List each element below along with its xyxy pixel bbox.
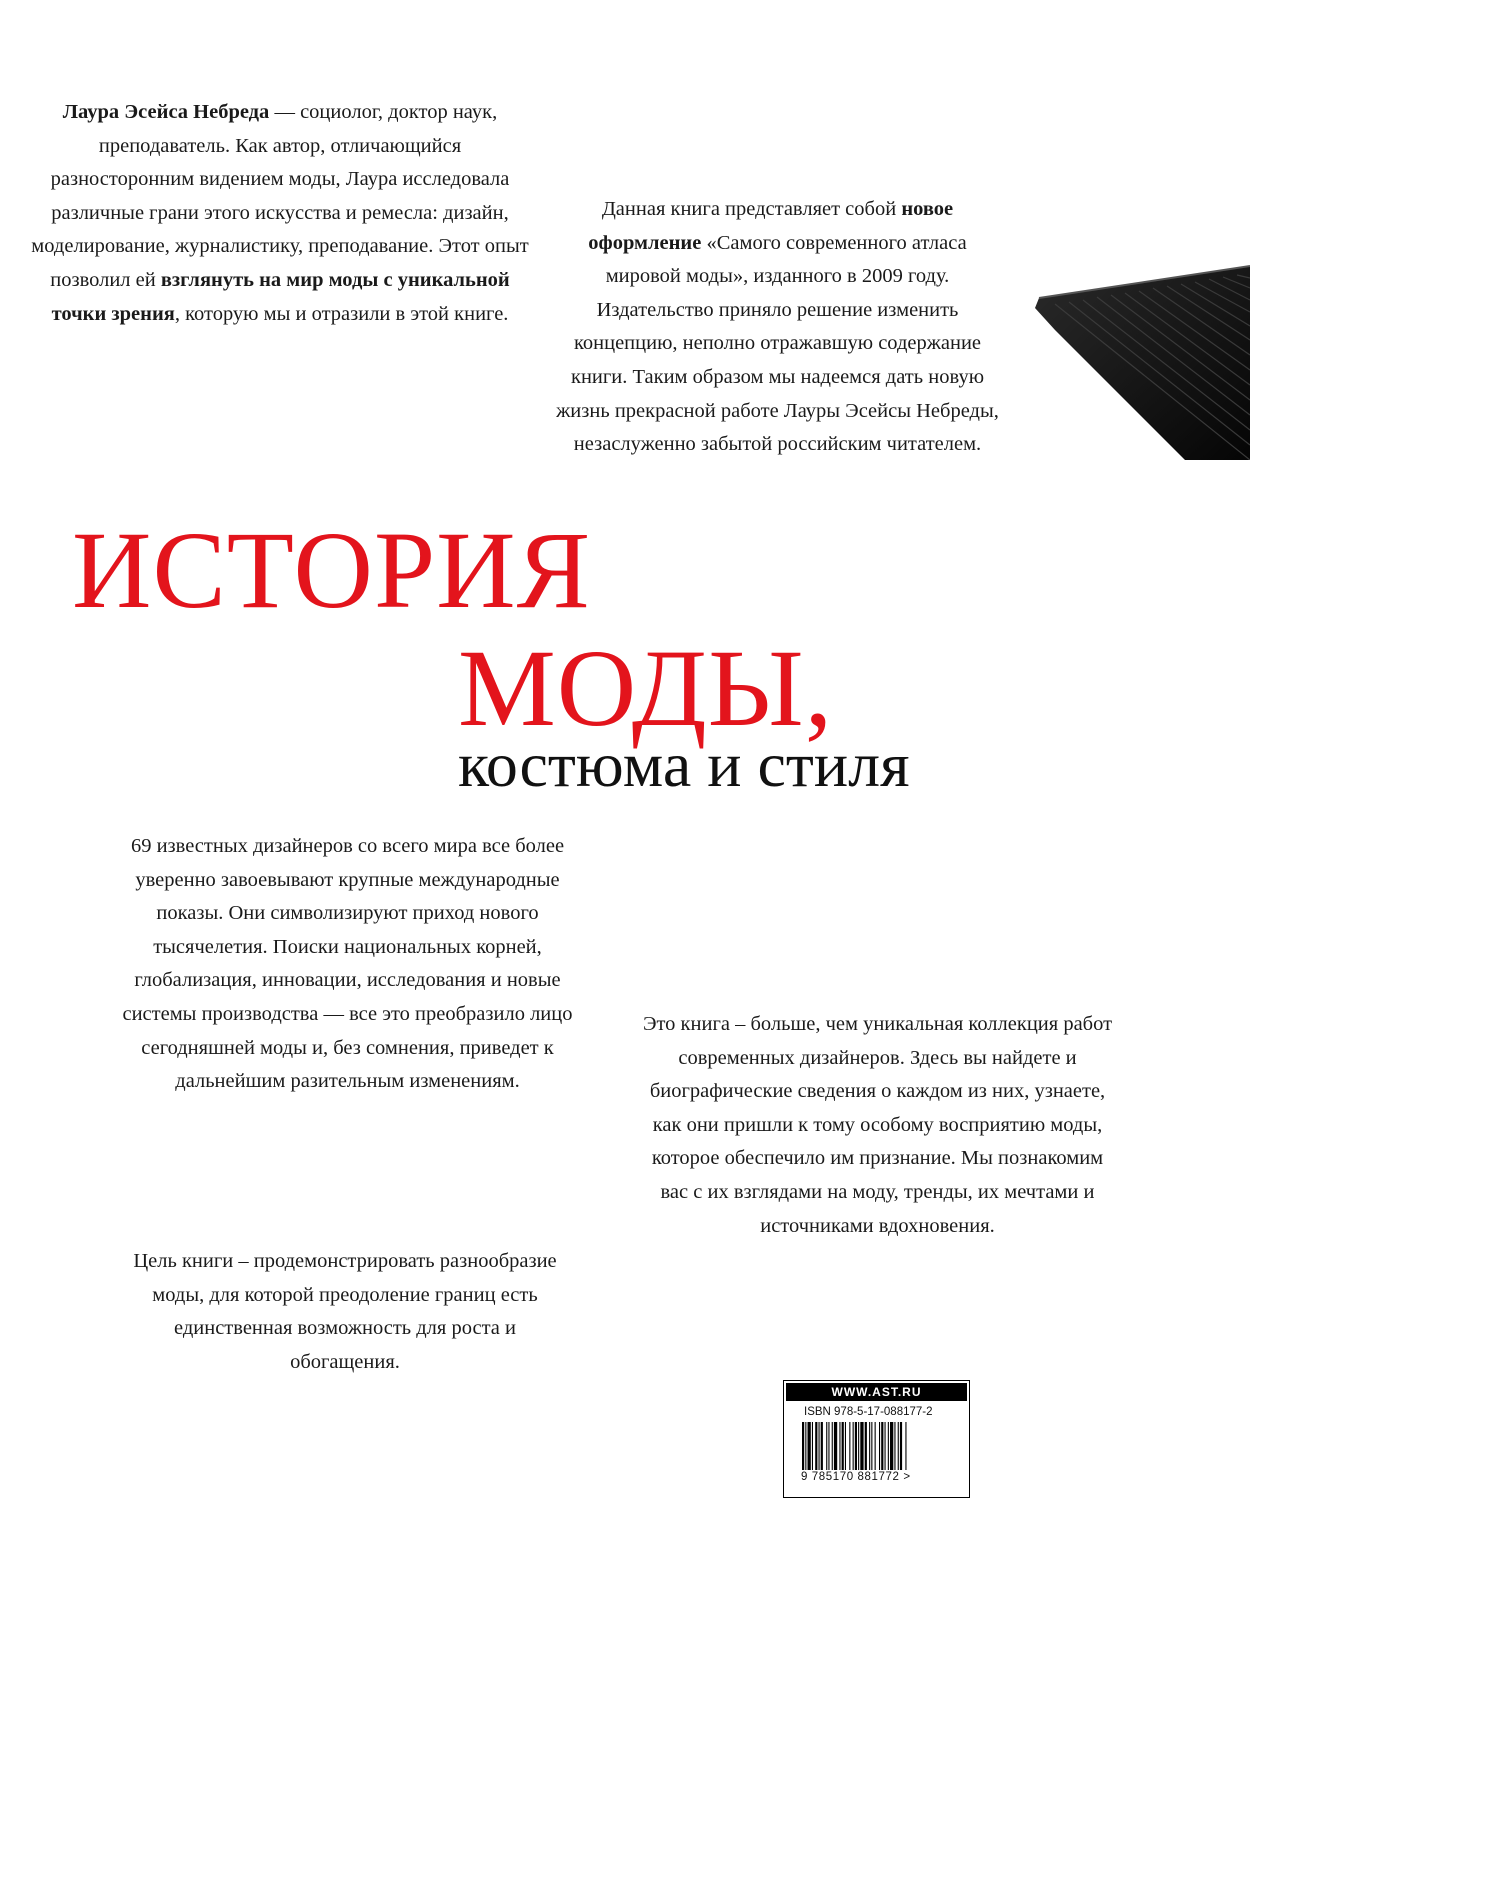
title-line-2: МОДЫ, (458, 627, 834, 749)
barcode-bar (802, 1422, 804, 1470)
edition-paragraph (555, 193, 1000, 462)
barcode-bar (805, 1422, 806, 1470)
barcode-bar (905, 1422, 906, 1470)
book-description-paragraph: Это книга – больше, чем уникальная коллекция работ современных дизайнеров. Здесь вы найдете и биографические сведения о каждом из них, узнаете, как они пришли к тому особому восприятию моды, которое обеспечило им признание. Мы познакомим вас с их взглядами на моду, тренды, их мечтами и источниками вдохновения. (642, 1013, 1113, 1237)
edition-text-1: Данная книга представляет собой (601, 198, 902, 220)
author-bold-phrase: взглянуть на мир моды с уникальной точки зрения (51, 268, 510, 325)
barcode-bar (865, 1422, 867, 1470)
barcode-image (800, 1422, 950, 1470)
barcode-bar (821, 1422, 823, 1470)
barcode-bar (815, 1422, 817, 1470)
designers-paragraph: 69 известных дизайнеров со всего мира все более уверенно завоевывают крупные международные показы. Они символизируют приход нового тысячелетия. Поиски национальных корней, глобализация, инновации, исследования и новые системы производства — все это преобразило лицо сегодняшней моды и, без сомнения, приведет к дальнейшим разительным изменениям. (122, 835, 573, 1093)
barcode-bar (828, 1422, 829, 1470)
barcode-bar (888, 1422, 889, 1470)
website-label: WWW.AST.RU (786, 1383, 967, 1401)
title-line-1: ИСТОРИЯ (72, 509, 591, 631)
barcode-bar (819, 1422, 820, 1470)
barcode-bar (832, 1422, 833, 1470)
goal-paragraph: Цель книги – продемонстрировать разнообразие моды, для которой преодоление границ есть единственная возможность для роста и обогащения. (133, 1250, 557, 1373)
barcode-bar (869, 1422, 870, 1470)
barcode-bar (885, 1422, 886, 1470)
isbn-number: ISBN 978-5-17-088177-2 (804, 1406, 933, 1418)
black-fabric-image (1025, 260, 1250, 460)
barcode-bar (842, 1422, 844, 1470)
barcode-bar (860, 1422, 863, 1470)
isbn-barcode-block (783, 1380, 970, 1498)
barcode-bar (898, 1422, 899, 1470)
barcode-bar (894, 1422, 895, 1470)
barcode-bar (849, 1422, 850, 1470)
edition-text-2: «Самого современного атласа мировой моды», изданного в 2009 году. Издательство приняло решение изменить концепцию, неполно отражавшую содержание книги. Таким образом мы надеемся дать новую жизнь прекрасной работе Лауры Эсейсы Небреды, незаслуженно забытой российским читателем. (556, 231, 999, 456)
barcode-bar (879, 1422, 880, 1470)
barcode-bar (808, 1422, 811, 1470)
barcode-bar (834, 1422, 837, 1470)
author-name: Лаура Эсейса Небреда (62, 101, 270, 123)
barcode-bar (875, 1422, 876, 1470)
author-paragraph (30, 96, 530, 331)
barcode-digits: 9 785170 881772 > (801, 1471, 911, 1483)
barcode-bar (826, 1422, 827, 1470)
barcode-bar (853, 1422, 854, 1470)
barcode-bar (858, 1422, 859, 1470)
barcode-bar (900, 1422, 902, 1470)
barcode-bar (881, 1422, 883, 1470)
barcode-bar (812, 1422, 813, 1470)
author-text-1: — социолог, доктор наук, преподаватель. Как автор, отличающийся разносторонним видением моды, Лаура исследовала различные грани этого искусства и ремесла: дизайн, моделирование, журналистику, преподавание. Этот опыт позволил ей (31, 101, 529, 291)
author-text-2: , которую мы и отразили в этой книге. (174, 302, 509, 325)
barcode-bar (855, 1422, 857, 1470)
barcode-bar (871, 1422, 872, 1470)
title-subtitle: костюма и стиля (458, 729, 910, 800)
barcode-bar (845, 1422, 846, 1470)
barcode-bar (839, 1422, 840, 1470)
barcode-bar (890, 1422, 893, 1470)
edition-bold-phrase: новое оформление (588, 198, 954, 254)
